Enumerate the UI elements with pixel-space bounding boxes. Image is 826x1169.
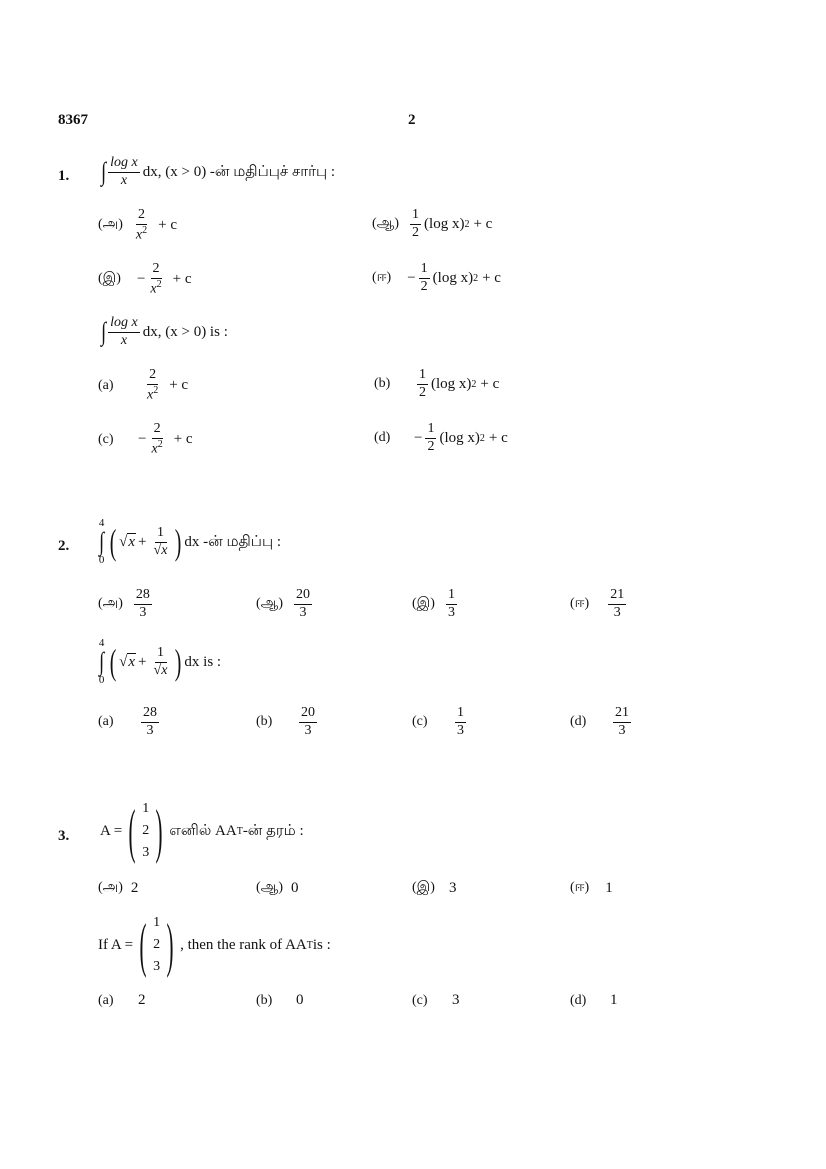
integral-sign: ∫ — [101, 157, 107, 187]
q3-tamil-stem: A = ( 1 2 3 ) எனில் AA T -ன் தரம் : — [100, 798, 304, 864]
q2-tamil-option-a: (அ) $\frac{28}{3}$ — [98, 587, 150, 620]
q1-tamil-option-d: (ஈ) − $\frac{1}{2}$ (log x) 2 + c — [372, 261, 501, 294]
q1-number: 1. — [58, 168, 70, 184]
q1-tamil-option-c: (இ) − $\frac{2}{x^2}$ + c — [98, 261, 192, 297]
q2-english-option-d: (d) $\frac{21}{3}$ — [570, 705, 629, 738]
q2-english-option-b: (b) $\frac{20}{3}$ — [256, 705, 315, 738]
q3-english-option-c: (c) 3 — [412, 992, 460, 1008]
q1-tamil-option-b: (ஆ) $\frac{1}{2}$ (log x) 2 + c — [372, 207, 493, 240]
q3-english-option-d: (d) 1 — [570, 992, 618, 1008]
integral-sign: ∫ — [101, 317, 107, 347]
q1-english-stem: ∫ $\frac{\text{log x}}{x}$ dx, (x > 0) is : — [101, 315, 228, 348]
q1-english-option-c: (c) − $\frac{2}{x^2}$ + c — [98, 421, 193, 457]
q2-tamil-option-c: (இ) $\frac{1}{3}$ — [412, 587, 455, 620]
definite-integral: 4 ∫ 0 — [98, 517, 105, 566]
q3-tamil-option-c: (இ) 3 — [412, 880, 457, 896]
q3-tamil-option-a: (அ) 2 — [98, 880, 139, 896]
q3-english-stem: If A = ( 1 2 3 ) , then the rank of AA T is : — [98, 912, 331, 978]
q2-tamil-stem: 4 ∫ 0 ( √x + $\frac{1}{√x}$ ) dx -ன் மதிப்பு : — [98, 517, 282, 566]
q1-tamil-option-a: (அ) $\frac{2}{x^2}$ + c — [98, 207, 177, 243]
q1-english-option-b: (b) $\frac{1}{2}$ (log x) 2 + c — [374, 367, 500, 400]
page-number: 2 — [408, 112, 416, 128]
sqrt-x: √x — [119, 533, 136, 550]
q1-tamil-stem: ∫ $\frac{\text{log x}}{x}$ dx, (x > 0) -ன் மதிப்புச் சார்பு : — [101, 155, 336, 188]
q2-english-option-c: (c) $\frac{1}{3}$ — [412, 705, 464, 738]
q2-tamil-option-b: (ஆ) $\frac{20}{3}$ — [256, 587, 311, 620]
q2-english-option-a: (a) $\frac{28}{3}$ — [98, 705, 157, 738]
column-matrix: ( 1 2 3 ) — [139, 912, 174, 978]
q3-english-option-b: (b) 0 — [256, 992, 304, 1008]
q3-english-option-a: (a) 2 — [98, 992, 146, 1008]
q1-english-option-d: (d) − $\frac{1}{2}$ (log x) 2 + c — [374, 421, 508, 454]
paper-code: 8367 — [58, 112, 88, 128]
q1-english-option-a: (a) $\frac{2}{x^2}$ + c — [98, 367, 189, 403]
q1-integrand: $\frac{\text{log x}}{x}$ — [110, 155, 138, 188]
q2-english-stem: 4 ∫ 0 ( √x + $\frac{1}{√x}$ ) dx is : — [98, 637, 222, 686]
q3-tamil-option-d: (ஈ) 1 — [570, 880, 613, 896]
column-matrix: ( 1 2 3 ) — [128, 798, 163, 864]
q2-tamil-option-d: (ஈ) $\frac{21}{3}$ — [570, 587, 625, 620]
q3-tamil-option-b: (ஆ) 0 — [256, 880, 299, 896]
definite-integral: 4 ∫ 0 — [98, 637, 105, 686]
q2-number: 2. — [58, 538, 70, 554]
q3-number: 3. — [58, 828, 70, 844]
